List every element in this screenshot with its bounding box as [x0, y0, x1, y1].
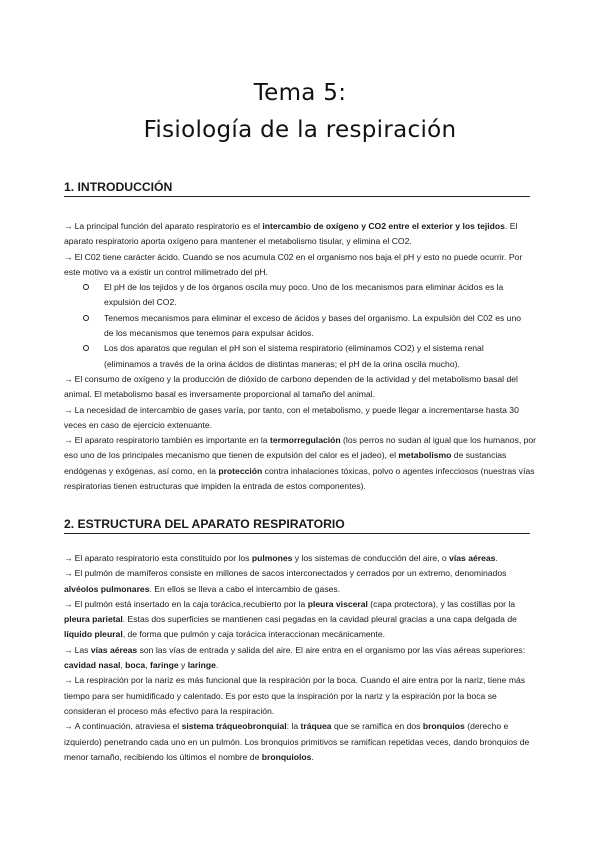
bold-term: vías aéreas [90, 644, 138, 655]
text-segment: de sustancias endógenas y exógenas, así como, en la [64, 450, 507, 476]
bold-term: alvéolos pulmonares [64, 583, 150, 594]
bullet-list [64, 280, 537, 372]
paragraph [64, 403, 537, 434]
text-segment: (capa protectora), y las costillas por la [367, 598, 516, 609]
paragraph [64, 566, 537, 597]
paragraph [64, 219, 537, 250]
list-item [64, 341, 537, 372]
list-item [64, 280, 537, 311]
arrow-icon: → [64, 553, 73, 563]
text-segment: . [495, 553, 498, 563]
paragraph [64, 372, 537, 403]
arrow-icon: → [64, 721, 73, 732]
text-segment: y los sistemas de conducción del aire, o [292, 553, 450, 563]
text-segment: . En ellos se lleva a cabo el intercambio de gases. [149, 583, 341, 594]
text-segment: A continuación, atraviesa el [74, 721, 182, 732]
circle-bullet-icon [83, 284, 89, 290]
bold-term: termorregulación [269, 435, 341, 446]
text-segment: El pulmón de mamíferos consiste en millones de sacos interconectados y cerrados por un extremo, denominados [74, 568, 507, 579]
circle-bullet-icon [83, 345, 89, 351]
arrow-icon: → [64, 568, 73, 579]
text-segment: que se ramifica en dos [331, 721, 423, 732]
bold-term: tráquea [300, 721, 332, 732]
paragraph [64, 250, 537, 281]
bold-term: líquido pleural [64, 629, 123, 640]
section-heading-estructura: 2. ESTRUCTURA DEL APARATO RESPIRATORIO [64, 517, 530, 534]
text-segment: . [215, 660, 219, 671]
text-segment: : la [286, 721, 301, 732]
list-item-text: El pH de los tejidos y de los órganos oscila muy poco. Uno de los mecanismos para eliminar ácidos es la expulsión del CO2. [104, 282, 504, 308]
bold-term: intercambio de oxígeno y CO2 entre el exterior y los tejidos [262, 221, 505, 231]
arrow-icon: → [64, 221, 73, 231]
bold-term: pulmones [251, 553, 293, 563]
section-heading-introduccion: 1. INTRODUCCIÓN [64, 180, 530, 197]
text-segment: . Estas dos superficies se mantienen casi pegadas en la cavidad pleural gracias a una capa delgada de [122, 614, 517, 625]
paragraph [64, 673, 537, 719]
list-item-text: Los dos aparatos que regulan el pH son el sistema respiratorio (eliminamos CO2) y el sistema renal (eliminamos a través de la orina ácidos de distintas maneras; el pH de la orina oscila mucho). [104, 343, 484, 369]
arrow-icon: → [64, 251, 73, 262]
text-segment: . [311, 751, 314, 762]
text-segment: son las vías de entrada y salida del aire. El aire entra en el organismo por las vías aéreas superiores: [137, 644, 526, 655]
paragraph [64, 597, 537, 643]
paragraph [64, 719, 537, 765]
list-item [64, 311, 537, 342]
bold-term: cavidad nasal [64, 660, 121, 671]
text-segment: El consumo de oxígeno y la producción de dióxido de carbono dependen de la actividad y del metabolismo basal del animal. El metabolismo basal es inversamente proporcional al tamaño del animal. [64, 373, 518, 400]
arrow-icon: → [64, 598, 73, 609]
bold-term: vías aéreas [449, 553, 496, 563]
text-segment: El C02 tiene carácter ácido. Cuando se nos acumula C02 en el organismo nos baja el pH y esto no puede ocurrir. Por este motivo va a existir un control milimetrado del pH. [64, 251, 523, 277]
text-segment: El pulmón está insertado en la caja torácica,recubierto por la [74, 598, 308, 609]
bold-term: boca [125, 660, 146, 671]
circle-bullet-icon [83, 315, 89, 321]
bold-term: bronquiolos [261, 751, 312, 762]
text-segment: La respiración por la nariz es más funcional que la respiración por la boca. Cuando el aire entra por la nariz, tiene más tiempo para ser humidificado y calentado. Es por esto que la inspiración por la nariz y la espiración por la boca se consideran el proceso más efectivo para la respiración. [64, 675, 526, 716]
bold-term: sistema tráqueobronquial [181, 721, 287, 732]
arrow-icon: → [64, 373, 73, 384]
arrow-icon: → [64, 675, 73, 686]
text-segment: (los perros no sudan al igual que los humanos, por eso uno de los principales mecanismo que tienen de expulsión del calor es el jadeo), el [64, 435, 537, 461]
bold-term: pleura parietal [64, 614, 123, 625]
paragraph [64, 643, 537, 674]
bold-term: metabolismo [398, 450, 452, 461]
bold-term: faringe [150, 660, 179, 671]
bold-term: protección [218, 465, 263, 476]
arrow-icon: → [64, 404, 73, 415]
text-segment: , [120, 660, 126, 671]
text-segment: (derecho e izquierdo) penetrando cada uno en un pulmón. Los bronquios primitivos se ramifican repetidas veces, dando bronquios de menor tamaño, recibiendo los últimos el nombre de [64, 721, 530, 762]
text-segment: El aparato respiratorio también es importante en la [74, 435, 270, 446]
arrow-icon: → [64, 644, 73, 655]
section-body-estructura [64, 551, 537, 765]
bold-term: bronquios [422, 721, 465, 732]
list-item-text: Tenemos mecanismos para eliminar el exceso de ácidos y bases del organismo. La expulsión del C02 es uno de los mecanismos que tenemos para expulsar ácidos. [104, 312, 522, 339]
paragraph [64, 551, 537, 566]
text-segment: , [145, 660, 150, 671]
title-line-2: Fisiología de la respiración [143, 117, 457, 143]
text-segment: Las [74, 644, 91, 655]
arrow-icon: → [64, 435, 73, 446]
paragraph [64, 433, 537, 494]
text-segment: . El aparato respiratorio aporta oxígeno para mantener el metabolismo tisular, y elimina el CO2. [64, 221, 518, 247]
text-segment: La necesidad de intercambio de gases varía, por tanto, con el metabolismo, y puede llegar a incrementarse hasta 30 veces en caso de ejercicio extenuante. [64, 404, 519, 430]
text-segment: , de forma que pulmón y caja torácica interaccionan mecánicamente. [122, 629, 385, 640]
title-line-1: Tema 5: [253, 80, 347, 106]
bold-term: laringe [187, 660, 216, 671]
bold-term: pleura visceral [307, 598, 368, 609]
text-segment: contra inhalaciones tóxicas, polvo o agentes infecciosos (nuestras vías respiratorias tienen estructuras que impiden la entrada de estos componentes). [64, 465, 535, 492]
section-body-introduccion [64, 219, 537, 494]
text-segment: La principal función del aparato respiratorio es el [74, 221, 263, 231]
text-segment: y [178, 660, 188, 671]
text-segment: El aparato respiratorio esta constituido por los [74, 553, 252, 563]
